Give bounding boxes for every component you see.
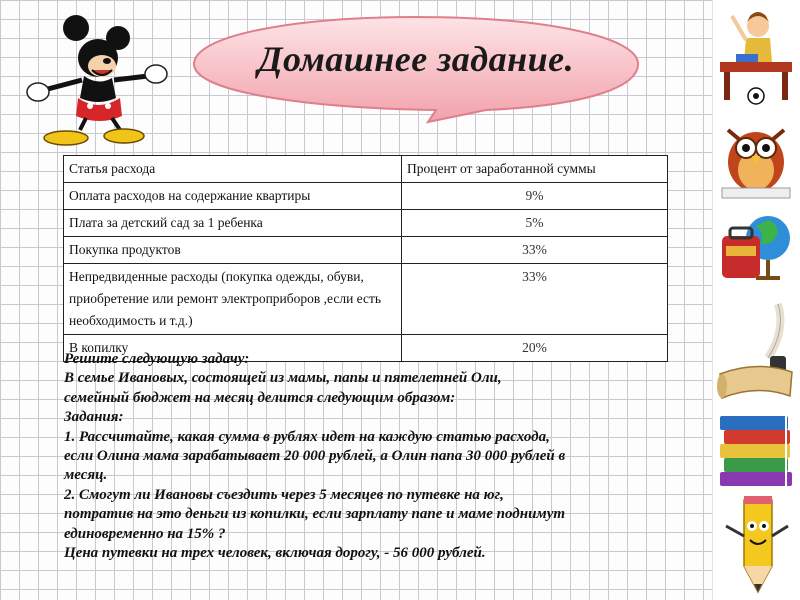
task-line: месяц. bbox=[64, 467, 108, 484]
expense-item: Непредвиденные расходы (покупка одежды, обуви, приобретение или ремонт электроприборов ,если есть необходимость и т.д.) bbox=[64, 264, 402, 335]
column-header-percent: Процент от заработанной суммы bbox=[402, 156, 668, 183]
schoolboy-desk-image bbox=[716, 2, 796, 106]
task-line: семейный бюджет на месяц делится следующим образом: bbox=[64, 389, 456, 406]
table-header-row bbox=[64, 156, 668, 183]
task-line: Задания: bbox=[64, 409, 124, 426]
task-line: Решите следующую задачу: bbox=[64, 351, 250, 367]
task-line: 2. Смогут ли Ивановы съездить через 5 месяцев по путевке на юг, bbox=[64, 486, 504, 503]
column-header-item: Статья расхода bbox=[64, 156, 402, 183]
task-line: потратив на это деньги из копилки, если зарплату папе и маме поднимут bbox=[64, 506, 566, 523]
task-line: если Олина мама зарабатывает 20 000 рублей, а Олин папа 30 000 рублей в bbox=[64, 448, 566, 465]
task-line: единовременно на 15% ? bbox=[64, 525, 226, 542]
expense-item: В копилку bbox=[64, 335, 402, 362]
table-row bbox=[64, 264, 668, 335]
scroll-quill-image bbox=[716, 300, 796, 404]
expense-item: Покупка продуктов bbox=[64, 237, 402, 264]
page-title: Домашнее задание. bbox=[257, 39, 575, 79]
pencil-character-image bbox=[716, 496, 796, 596]
expense-percent: 5% bbox=[402, 210, 668, 237]
task-text bbox=[64, 350, 704, 563]
books-stack-image bbox=[716, 408, 796, 492]
expense-percent: 20% bbox=[402, 335, 668, 362]
expense-percent: 33% bbox=[402, 264, 668, 335]
expense-item: Оплата расходов на содержание квартиры bbox=[64, 183, 402, 210]
task-line: 1. Рассчитайте, какая сумма в рублях идет на каждую статью расхода, bbox=[64, 428, 550, 445]
table-row bbox=[64, 237, 668, 264]
expense-percent: 33% bbox=[402, 237, 668, 264]
expense-item: Плата за детский сад за 1 ребенка bbox=[64, 210, 402, 237]
task-line: Цена путевки на трех человек, включая дорогу, - 56 000 рублей. bbox=[64, 545, 486, 562]
expense-percent: 9% bbox=[402, 183, 668, 210]
globe-schoolbag-image bbox=[716, 206, 796, 292]
mickey-mouse-image bbox=[18, 14, 172, 146]
table-row bbox=[64, 210, 668, 237]
owl-image bbox=[716, 112, 796, 200]
task-line: В семье Ивановых, состоящей из мамы, папы и пятелетней Оли, bbox=[64, 370, 502, 387]
table-row bbox=[64, 183, 668, 210]
expense-table bbox=[63, 155, 668, 362]
